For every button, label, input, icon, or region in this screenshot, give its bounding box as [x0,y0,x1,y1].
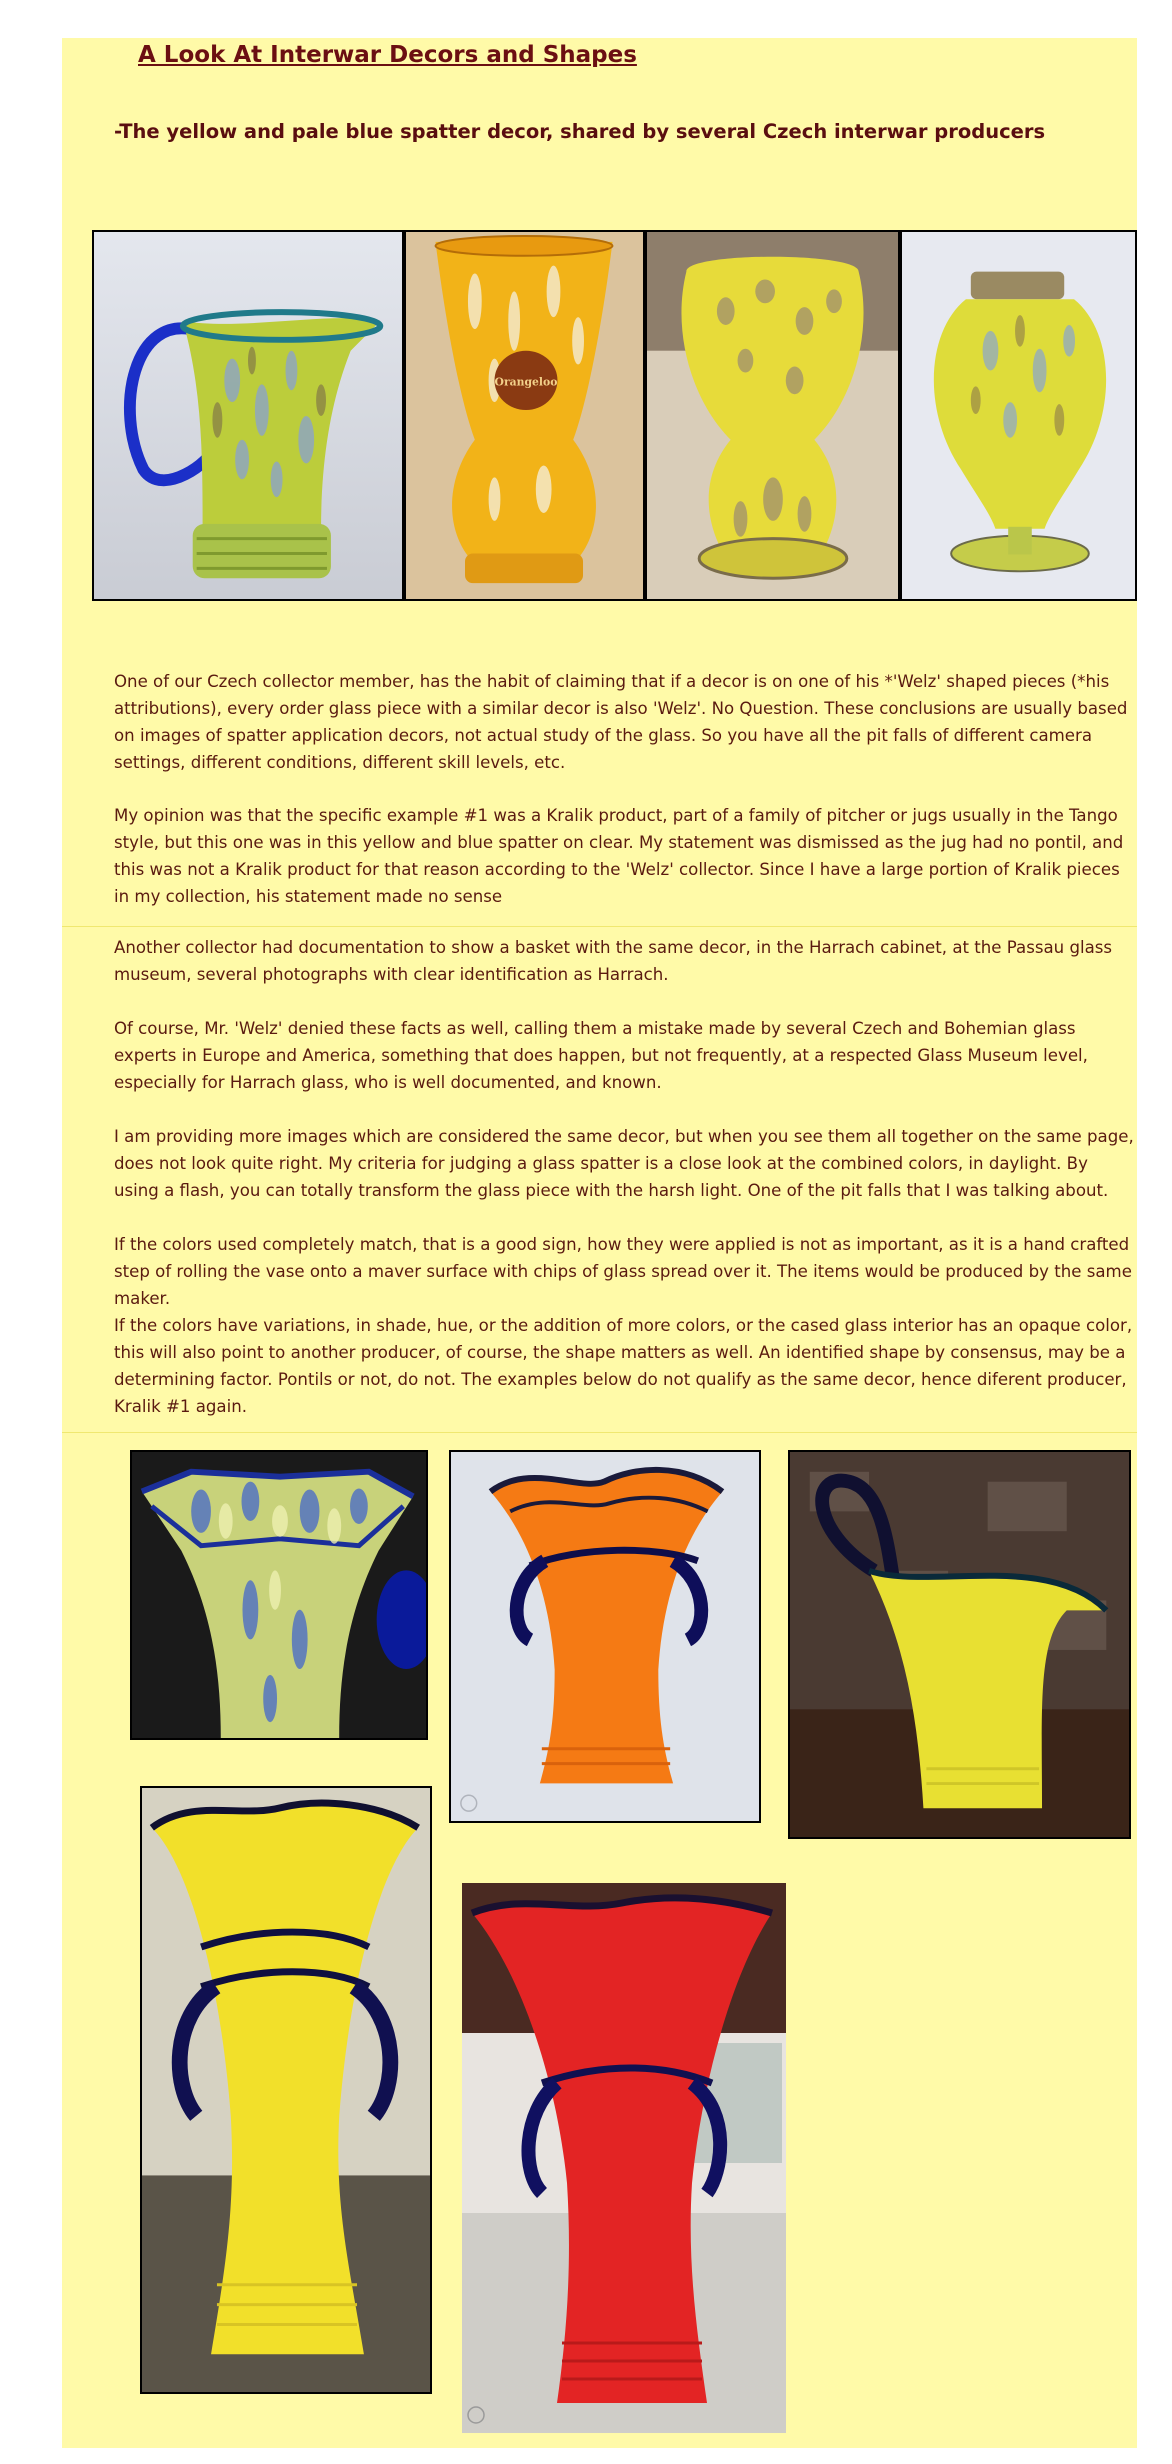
photo-spatter-vase-metal-rim [900,230,1137,601]
divider [62,1432,1137,1433]
divider [62,926,1137,927]
page-title: A Look At Interwar Decors and Shapes [138,42,637,68]
article-page [62,38,1137,2448]
photo-yellow-tango-vase-tall [140,1786,432,2394]
photo-spatter-vase-lidded-urn [645,230,900,601]
photo-spatter-bowl-blue-rim [130,1450,428,1740]
paragraph-5: I am providing more images which are considered the same decor, but when you see them all together on the same page, does not look quite right. My criteria for judging a glass spatter is a close look at the combined colors, in daylight. By using a flash, you can totally transform the glass piece with the harsh light. One of the pit falls that I was talking about. [114,1127,1134,1200]
photo-orange-tango-vase [449,1450,761,1823]
orange-label-text: Orangeloo [494,375,558,389]
page-subtitle: -The yellow and pale blue spatter decor, shared by several Czech interwar producers [114,120,1046,143]
photo-spatter-pitcher-blue-handle [92,230,404,601]
paragraph-2: My opinion was that the specific example #1 was a Kralik product, part of a family of pitcher or jugs usually in the Tango style, but this one was in this yellow and blue spatter on clear. My statement was dismissed as the jug had no pontil, and this was not a Kralik product for that reason according to the 'Welz' collector. Since I have a large portion of Kralik pieces in my collection, his statement made no sense [114,806,1124,906]
photo-yellow-tango-pitcher [788,1450,1131,1839]
paragraph-7: If the colors have variations, in shade, hue, or the addition of more colors, or the cased glass interior has an opaque color, this will also point to another producer, of course, the shape matters as well. An identified shape by consensus, may be a determining factor. Pontils or not, do not. The examples below do not qualify as the same decor, hence diferent producer, Kralik #1 again. [114,1316,1133,1416]
photo-red-tango-vase-tall [462,1883,786,2433]
paragraph-3: Another collector had documentation to show a basket with the same decor, in the Harrach cabinet, at the Passau glass museum, several photographs with clear identification as Harrach. [114,938,1113,984]
paragraph-1: One of our Czech collector member, has the habit of claiming that if a decor is on one of his *'Welz' shaped pieces (*his attributions), every order glass piece with a similar decor is also 'Welz'. No Question. These conclusions are usually based on images of spatter application decors, not actual study of the glass. So you have all the pit falls of different camera settings, different conditions, different skill levels, etc. [114,672,1128,772]
paragraph-4: Of course, Mr. 'Welz' denied these facts as well, calling them a mistake made by several Czech and Bohemian glass experts in Europe and America, something that does happen, but not frequently, at a respected Glass Museum level, especially for Harrach glass, who is well documented, and known. [114,1019,1088,1092]
paragraph-6: If the colors used completely match, that is a good sign, how they were applied is not as important, as it is a hand crafted step of rolling the vase onto a maver surface with chips of glass spread over it. The items would be produced by the same maker. [114,1235,1132,1308]
photo-spatter-vase-orange-label [404,230,645,601]
